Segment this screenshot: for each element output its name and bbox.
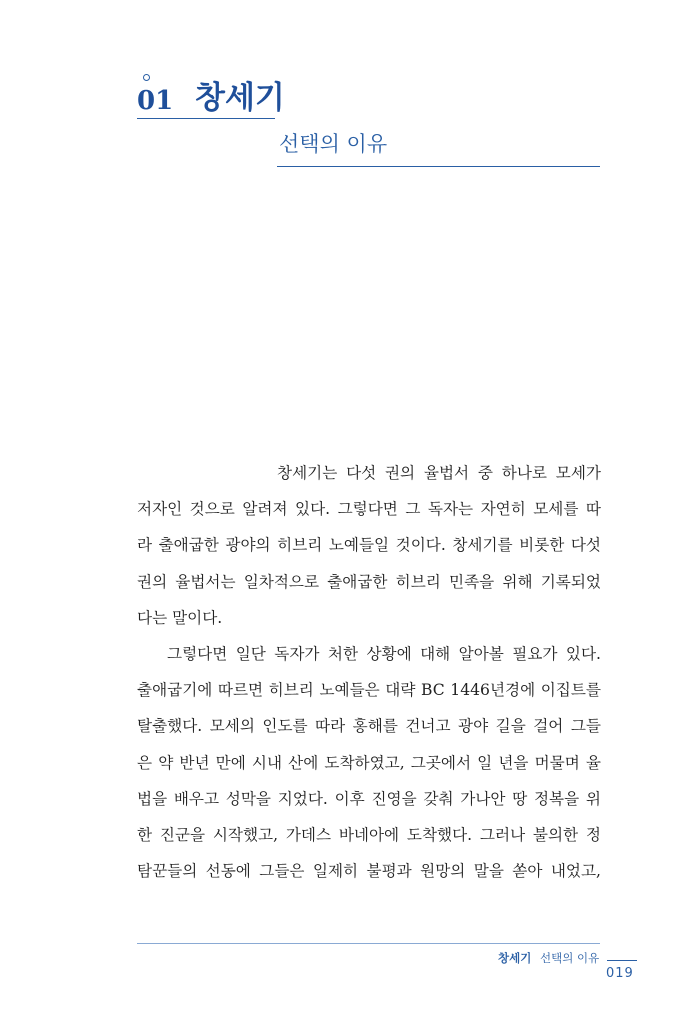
footer-divider [137,943,600,944]
section-divider [277,166,600,167]
text-line: 법을 배우고 성막을 지었다. 이후 진영을 갖춰 가나안 땅 정복을 위 [137,789,601,808]
text-line: 한 진군을 시작했고, 가데스 바네아에 도착했다. 그러나 불의한 정 [137,825,601,844]
chapter-divider [137,118,275,119]
text-line: 창세기는 다섯 권의 율법서 중 하나로 모세가 [277,464,601,482]
page-number: 019 [606,966,634,981]
body-text [137,455,601,889]
text-line: 다는 말이다. [137,608,223,627]
paragraph-1 [137,455,601,636]
text-line: 권의 율법서는 일차적으로 출애굽한 히브리 민족을 위해 기록되었 [137,572,601,591]
text-line: 은 약 반년 만에 시내 산에 도착하였고, 그곳에서 일 년을 머물며 율 [137,753,601,772]
footer-chapter-label: 창세기 [498,951,532,965]
section-title: 선택의 이유 [279,132,388,156]
text-line: 저자인 것으로 알려져 있다. 그렇다면 그 독자는 자연히 모세를 따 [137,500,601,519]
chapter-title: 창세기 [195,80,285,116]
chapter-number: 01 [137,86,174,116]
text-line: 출애굽기에 따르면 히브리 노예들은 대략 BC 1446년경에 이집트를 [137,681,601,700]
text-line: 그렇다면 일단 독자가 처한 상황에 대해 알아볼 필요가 있다. [167,644,601,663]
paragraph-2 [137,636,601,889]
ring-ornament-icon [143,74,150,81]
page-number-rule [607,960,637,961]
text-line: 탐꾼들의 선동에 그들은 일제히 불평과 원망의 말을 쏟아 내었고, [137,862,601,881]
text-line: 탈출했다. 모세의 인도를 따라 홍해를 건너고 광야 길을 걸어 그들 [137,717,601,736]
running-footer [498,950,599,966]
text-line: 라 출애굽한 광야의 히브리 노예들일 것이다. 창세기를 비롯한 다섯 [137,536,601,555]
footer-section-label: 선택의 이유 [539,951,600,965]
